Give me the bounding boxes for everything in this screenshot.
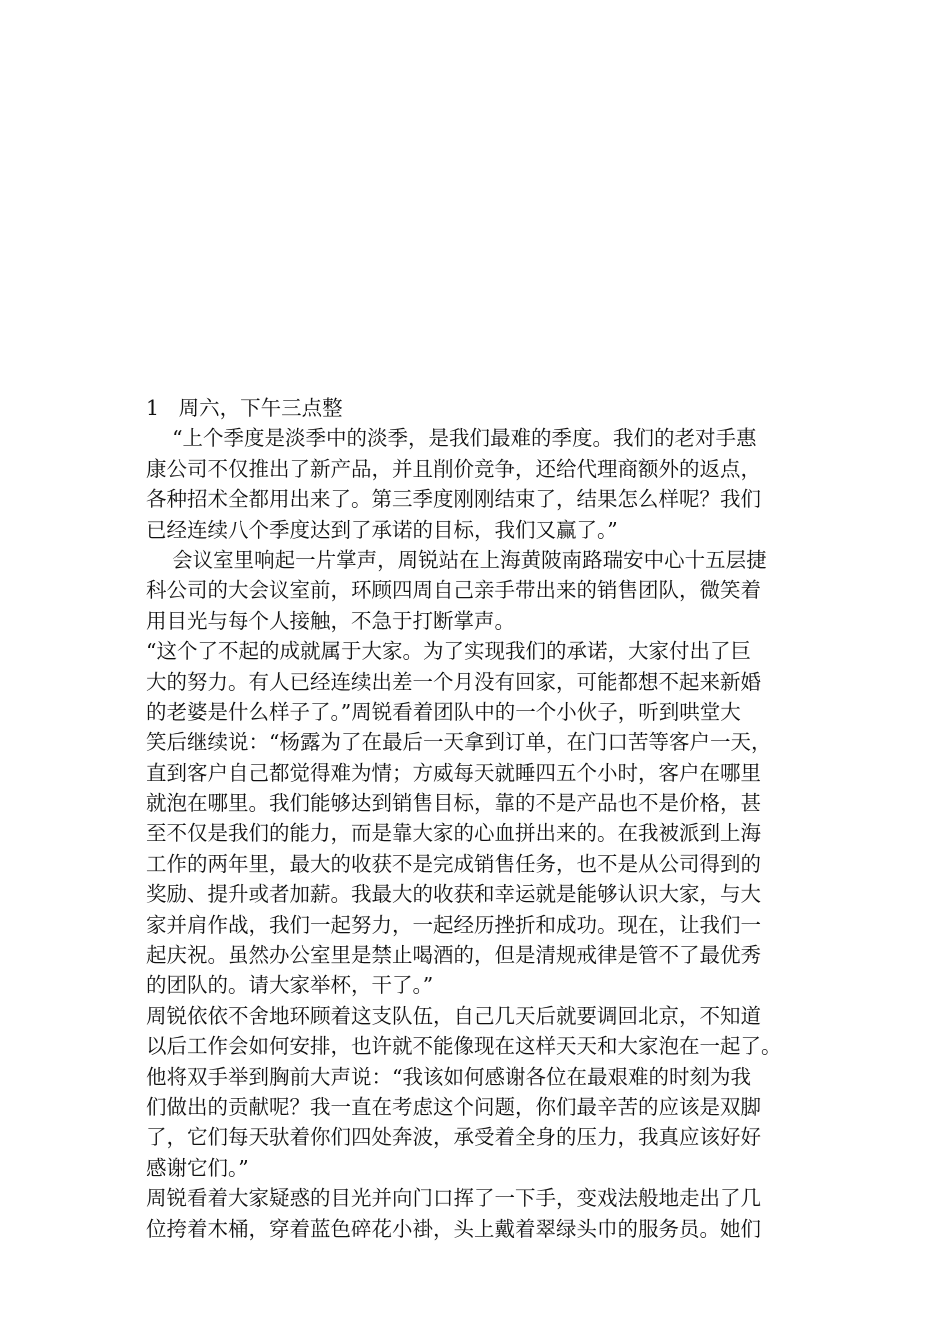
text-line: 的老婆是什么样子了。”周锐看着团队中的一个小伙子，听到哄堂大 — [146, 699, 741, 724]
text-line: 工作的两年里，最大的收获不是完成销售任务，也不是从公司得到的 — [146, 851, 761, 876]
text-line: 大的努力。有人已经连续出差一个月没有回家，可能都想不起来新婚 — [146, 669, 761, 694]
text-line: 笑后继续说：“杨露为了在最后一天拿到订单，在门口苦等客户一天， — [146, 730, 772, 755]
text-line: 位挎着木桶，穿着蓝色碎花小褂，头上戴着翠绿头巾的服务员。她们 — [146, 1216, 761, 1241]
text-line: 各种招术全都用出来了。第三季度刚刚结束了，结果怎么样呢？我们 — [146, 487, 761, 512]
text-line: 至不仅是我们的能力，而是靠大家的心血拼出来的。在我被派到上海 — [146, 821, 761, 846]
text-line: 会议室里响起一片掌声，周锐站在上海黄陂南路瑞安中心十五层捷 — [146, 547, 767, 572]
text-line: 以后工作会如何安排，也许就不能像现在这样天天和大家泡在一起了。 — [146, 1034, 782, 1059]
text-line: 起庆祝。虽然办公室里是禁止喝酒的，但是清规戒律是管不了最优秀 — [146, 943, 761, 968]
text-line: 的团队的。请大家举杯，干了。” — [146, 973, 434, 998]
text-line: “上个季度是淡季中的淡季，是我们最难的季度。我们的老对手惠 — [146, 426, 757, 451]
text-line: “这个了不起的成就属于大家。为了实现我们的承诺，大家付出了巨 — [146, 639, 751, 664]
text-line: 康公司不仅推出了新产品，并且削价竞争，还给代理商额外的返点， — [146, 456, 761, 481]
text-line: 奖励、提升或者加薪。我最大的收获和幸运就是能够认识大家，与大 — [146, 882, 761, 907]
text-line: 直到客户自己都觉得难为情；方威每天就睡四五个小时，客户在哪里 — [146, 760, 761, 785]
text-line: 他将双手举到胸前大声说：“我该如何感谢各位在最艰难的时刻为我 — [146, 1064, 751, 1089]
text-line: 们做出的贡献呢？我一直在考虑这个问题，你们最辛苦的应该是双脚 — [146, 1094, 761, 1119]
paragraph-lines — [146, 423, 886, 1244]
text-line: 周锐依依不舍地环顾着这支队伍，自己几天后就要调回北京，不知道 — [146, 1003, 761, 1028]
body-text — [146, 393, 886, 1244]
text-line: 科公司的大会议室前，环顾四周自己亲手带出来的销售团队，微笑着 — [146, 578, 761, 603]
text-line: 周锐看着大家疑惑的目光并向门口挥了一下手，变戏法般地走出了几 — [146, 1186, 761, 1211]
text-line: 用目光与每个人接触，不急于打断掌声。 — [146, 608, 515, 633]
text-line: 就泡在哪里。我们能够达到销售目标，靠的不是产品也不是价格，甚 — [146, 791, 761, 816]
text-line: 感谢它们。” — [146, 1155, 249, 1180]
text-line: 家并肩作战，我们一起努力，一起经历挫折和成功。现在，让我们一 — [146, 912, 761, 937]
chapter-heading: 1 周六，下午三点整 — [146, 396, 343, 420]
text-line: 已经连续八个季度达到了承诺的目标，我们又赢了。” — [146, 517, 618, 542]
text-line: 了，它们每天驮着你们四处奔波，承受着全身的压力，我真应该好好 — [146, 1125, 761, 1150]
